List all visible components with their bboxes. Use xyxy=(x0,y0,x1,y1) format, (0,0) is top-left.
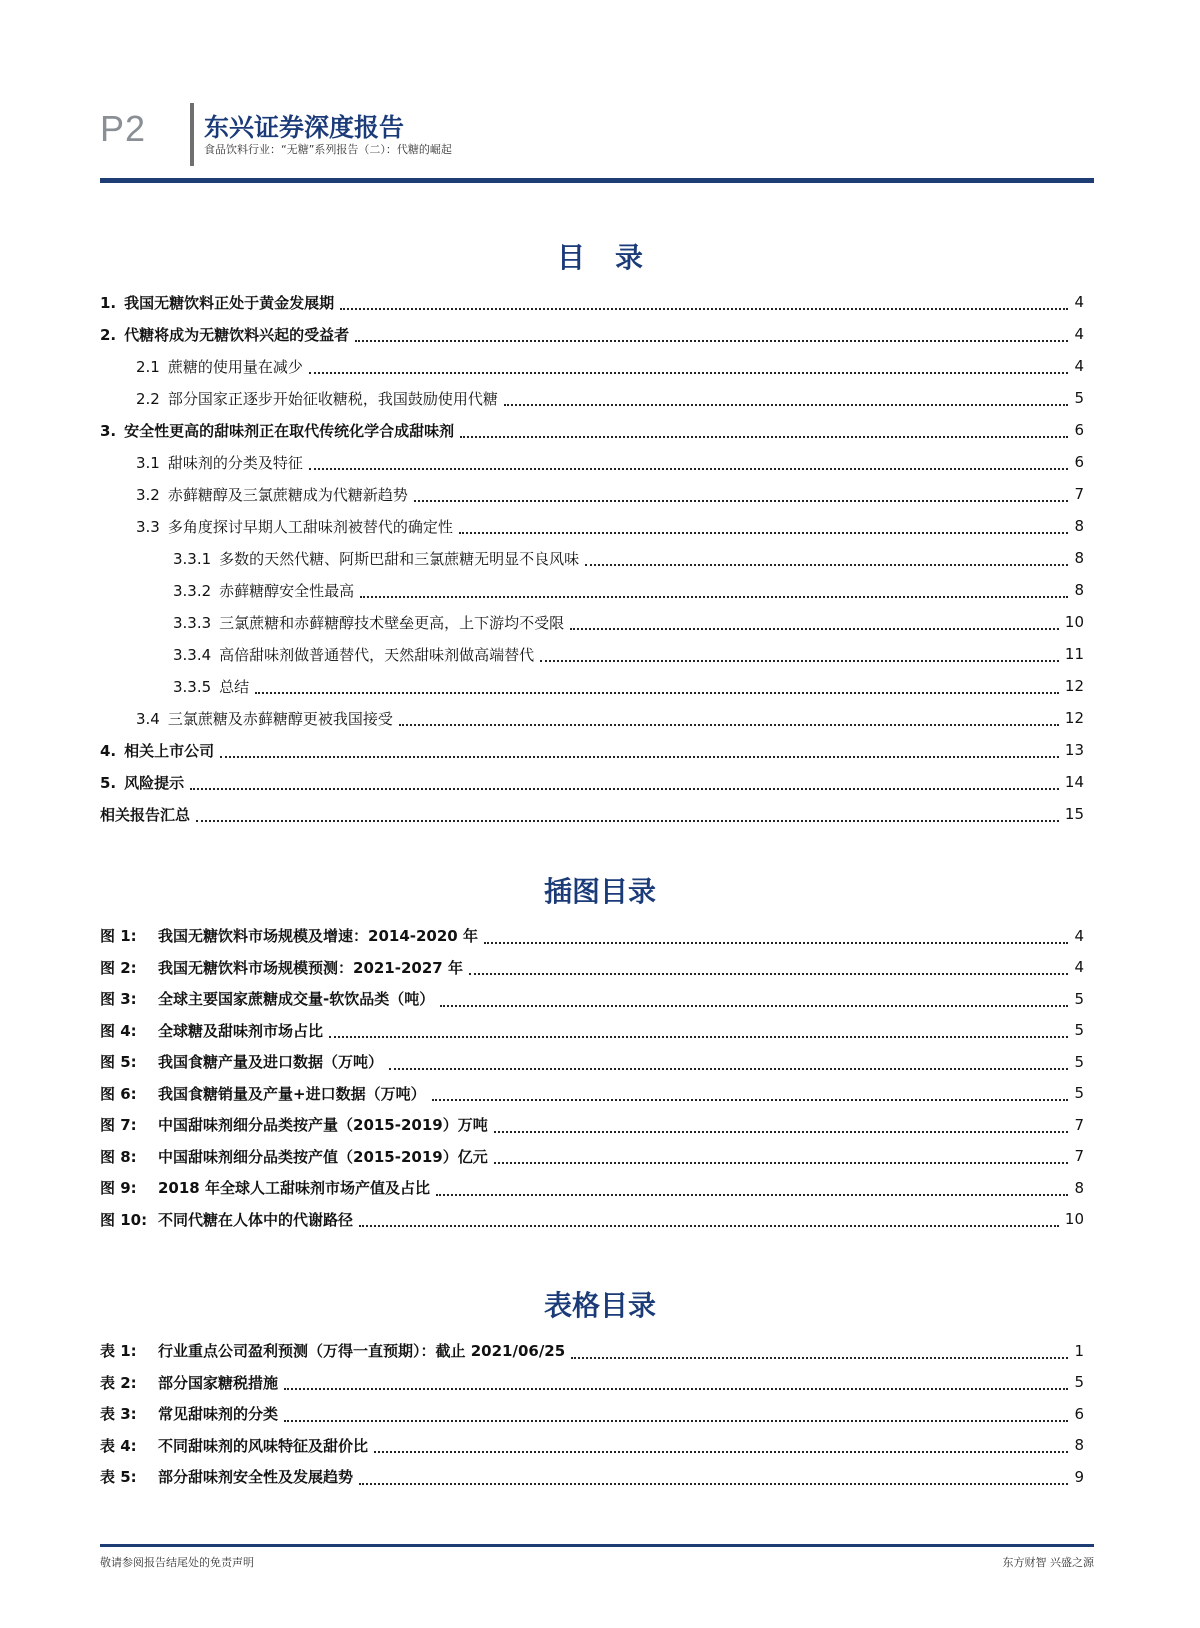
toc-entry-page: 5 xyxy=(1074,389,1084,407)
toc-entry-page: 8 xyxy=(1074,549,1084,567)
dot-leader xyxy=(255,692,1059,694)
toc-entry-label: 相关上市公司 xyxy=(124,741,215,760)
toc-entry-number: 1. xyxy=(100,293,117,312)
toc-entry-label: 代糖将成为无糖饮料兴起的受益者 xyxy=(124,325,350,344)
header-divider xyxy=(190,103,194,166)
tables-list xyxy=(100,1335,1084,1493)
toc-entry-label: 风险提示 xyxy=(124,773,185,792)
table-entry[interactable] xyxy=(100,1335,1084,1367)
toc-entry-page: 4 xyxy=(1074,357,1084,375)
toc-entry-page: 6 xyxy=(1074,453,1084,471)
toc-entry-text xyxy=(136,356,303,377)
toc-entry-page: 11 xyxy=(1064,645,1084,663)
figure-entry[interactable] xyxy=(100,952,1084,984)
toc-entry-text xyxy=(173,676,249,697)
figure-entry-title: 我国无糖饮料市场规模预测：2021-2027 年 xyxy=(158,958,463,977)
dot-leader xyxy=(504,404,1069,406)
toc-entry-label: 总结 xyxy=(219,677,250,696)
report-subtitle: 食品饮料行业：“无糖”系列报告（二）：代糖的崛起 xyxy=(204,143,452,156)
table-entry-label: 表 4: xyxy=(100,1436,137,1455)
toc-entry[interactable] xyxy=(100,510,1084,542)
toc-entry-page: 7 xyxy=(1074,485,1084,503)
toc-entry[interactable] xyxy=(100,798,1084,830)
toc-entry-page: 12 xyxy=(1064,709,1084,727)
toc-entry-text xyxy=(173,548,579,569)
table-entry-title: 部分甜味剂安全性及发展趋势 xyxy=(158,1468,354,1487)
dot-leader xyxy=(329,1036,1068,1038)
table-entry-title: 常见甜味剂的分类 xyxy=(158,1405,279,1424)
dot-leader xyxy=(459,532,1069,534)
toc-entry-number: 3.3 xyxy=(136,517,160,536)
dot-leader xyxy=(570,628,1059,630)
figure-entry-text xyxy=(100,988,434,1009)
table-entry[interactable] xyxy=(100,1461,1084,1493)
toc-entry[interactable] xyxy=(100,574,1084,606)
toc-entry-number: 3.3.5 xyxy=(173,677,212,696)
table-entry-page: 8 xyxy=(1074,1436,1084,1455)
figure-entry-page: 5 xyxy=(1074,1084,1084,1103)
toc-entry[interactable] xyxy=(100,446,1084,478)
figure-entry-label: 图 3: xyxy=(100,990,137,1009)
toc-entry[interactable] xyxy=(100,350,1084,382)
dot-leader xyxy=(284,1420,1068,1422)
table-entry-page: 9 xyxy=(1074,1467,1084,1486)
toc-entry-text xyxy=(100,324,349,345)
figure-entry-text xyxy=(100,1114,488,1135)
dot-leader xyxy=(389,1068,1068,1070)
toc-entry[interactable] xyxy=(100,606,1084,638)
dot-leader xyxy=(494,1131,1069,1133)
figure-entry-text xyxy=(100,925,478,946)
figure-entry-page: 4 xyxy=(1074,926,1084,945)
figure-entry-title: 中国甜味剂细分品类按产值（2015-2019）亿元 xyxy=(158,1147,488,1166)
figure-entry-title: 中国甜味剂细分品类按产量（2015-2019）万吨 xyxy=(158,1116,488,1135)
figures-title: 插图目录 xyxy=(543,875,656,908)
dot-leader xyxy=(484,942,1069,944)
dot-leader xyxy=(359,1483,1068,1485)
toc-entry-number: 3.1 xyxy=(136,453,160,472)
table-entry-text xyxy=(100,1372,278,1393)
toc-entry-text xyxy=(100,804,190,825)
figure-entry-label: 图 5: xyxy=(100,1053,137,1072)
toc-entry-label: 多数的天然代糖、阿斯巴甜和三氯蔗糖无明显不良风味 xyxy=(219,549,580,568)
dot-leader xyxy=(494,1162,1069,1164)
dot-leader xyxy=(460,436,1068,438)
toc-entry-number: 4. xyxy=(100,741,117,760)
toc-entry-number: 3.3.2 xyxy=(173,581,212,600)
figure-entry-text xyxy=(100,1020,323,1041)
toc-entry-text xyxy=(173,644,534,665)
toc-entry-text xyxy=(100,420,454,441)
dot-leader xyxy=(432,1099,1069,1101)
figure-entry-label: 图 7: xyxy=(100,1116,137,1135)
toc-entry[interactable] xyxy=(100,286,1084,318)
dot-leader xyxy=(374,1451,1068,1453)
toc-entry-text xyxy=(100,740,214,761)
toc-entry[interactable] xyxy=(100,318,1084,350)
dot-leader xyxy=(220,756,1059,758)
table-entry-page: 6 xyxy=(1074,1404,1084,1423)
toc-entry-number: 3.3.1 xyxy=(173,549,212,568)
figure-entry[interactable] xyxy=(100,1141,1084,1173)
table-entry[interactable] xyxy=(100,1430,1084,1462)
toc-entry-page: 13 xyxy=(1064,741,1084,759)
dot-leader xyxy=(340,308,1068,310)
dot-leader xyxy=(469,973,1069,975)
toc-entry-label: 赤藓糖醇及三氯蔗糖成为代糖新趋势 xyxy=(167,485,408,504)
dot-leader xyxy=(190,788,1059,790)
toc-entry-page: 6 xyxy=(1074,421,1084,439)
toc-entry-page: 8 xyxy=(1074,517,1084,535)
dot-leader xyxy=(436,1194,1068,1196)
figure-entry-label: 图 4: xyxy=(100,1021,137,1040)
footer-disclaimer: 敬请参阅报告结尾处的免责声明 xyxy=(100,1556,254,1569)
figures-list xyxy=(100,920,1084,1235)
toc-entry-page: 12 xyxy=(1064,677,1084,695)
table-entry-text xyxy=(100,1340,565,1361)
toc-entry-label: 安全性更高的甜味剂正在取代传统化学合成甜味剂 xyxy=(124,421,455,440)
table-entry-label: 表 1: xyxy=(100,1342,137,1361)
footer-rule xyxy=(100,1544,1094,1547)
table-entry-text xyxy=(100,1466,353,1487)
header-rule xyxy=(100,178,1094,183)
toc-entry[interactable] xyxy=(100,382,1084,414)
table-entry-title: 部分国家糖税措施 xyxy=(158,1373,279,1392)
toc-entry-page: 14 xyxy=(1064,773,1084,791)
figure-entry-page: 5 xyxy=(1074,1021,1084,1040)
table-entry-label: 表 2: xyxy=(100,1373,137,1392)
figure-entry-text xyxy=(100,1209,353,1230)
figure-entry[interactable] xyxy=(100,1204,1084,1236)
toc-entry-page: 4 xyxy=(1074,293,1084,311)
table-entry-text xyxy=(100,1403,278,1424)
dot-leader xyxy=(355,340,1068,342)
page-label: P2 xyxy=(100,108,147,149)
toc-entry-label: 三氯蔗糖和赤藓糖醇技术壁垒更高，上下游均不受限 xyxy=(219,613,565,632)
toc-entry-text xyxy=(136,452,303,473)
toc-entry-number: 3. xyxy=(100,421,117,440)
footer-brand: 东方财智 兴盛之源 xyxy=(1002,1556,1094,1569)
toc-entry-text xyxy=(100,292,334,313)
toc-entry[interactable] xyxy=(100,478,1084,510)
dot-leader xyxy=(309,372,1069,374)
toc-entry-number: 2.1 xyxy=(136,357,160,376)
toc-entry-page: 8 xyxy=(1074,581,1084,599)
toc-entry-label: 三氯蔗糖及赤藓糖醇更被我国接受 xyxy=(167,709,393,728)
figure-entry[interactable] xyxy=(100,1015,1084,1047)
figure-entry-page: 7 xyxy=(1074,1115,1084,1134)
toc-entry-number: 3.4 xyxy=(136,709,160,728)
toc-entry-number: 3.2 xyxy=(136,485,160,504)
figure-entry-page: 5 xyxy=(1074,1052,1084,1071)
toc-entry[interactable] xyxy=(100,734,1084,766)
figure-entry-page: 5 xyxy=(1074,989,1084,1008)
toc-list xyxy=(100,286,1084,830)
table-entry[interactable] xyxy=(100,1367,1084,1399)
toc-entry[interactable] xyxy=(100,638,1084,670)
toc-entry-number: 3.3.4 xyxy=(173,645,212,664)
toc-entry-text xyxy=(136,708,393,729)
figure-entry[interactable] xyxy=(100,1078,1084,1110)
dot-leader xyxy=(585,564,1068,566)
dot-leader xyxy=(414,500,1069,502)
toc-entry-text xyxy=(136,516,453,537)
toc-entry-page: 4 xyxy=(1074,325,1084,343)
dot-leader xyxy=(196,820,1059,822)
figure-entry-page: 8 xyxy=(1074,1178,1084,1197)
table-entry-label: 表 3: xyxy=(100,1405,137,1424)
figure-entry-title: 2018 年全球人工甜味剂市场产值及占比 xyxy=(158,1179,430,1198)
figure-entry-label: 图 1: xyxy=(100,927,137,946)
table-entry-page: 1 xyxy=(1074,1341,1084,1360)
toc-entry[interactable] xyxy=(100,542,1084,574)
figure-entry-title: 全球主要国家蔗糖成交量-软饮品类（吨） xyxy=(158,990,435,1009)
toc-entry-label: 相关报告汇总 xyxy=(100,805,191,824)
toc-entry-number: 2.2 xyxy=(136,389,160,408)
figure-entry-title: 我国食糖产量及进口数据（万吨） xyxy=(158,1053,384,1072)
toc-entry-label: 赤藓糖醇安全性最高 xyxy=(219,581,355,600)
figure-entry[interactable] xyxy=(100,1172,1084,1204)
toc-entry-number: 2. xyxy=(100,325,117,344)
toc-entry-text xyxy=(173,580,354,601)
toc-entry[interactable] xyxy=(100,702,1084,734)
dot-leader xyxy=(359,1225,1059,1227)
figure-entry-title: 不同代糖在人体中的代谢路径 xyxy=(158,1210,354,1229)
dot-leader xyxy=(399,724,1059,726)
figure-entry-text xyxy=(100,1177,430,1198)
toc-entry[interactable] xyxy=(100,414,1084,446)
figure-entry[interactable] xyxy=(100,1109,1084,1141)
toc-entry-label: 蔗糖的使用量在减少 xyxy=(167,357,303,376)
toc-entry-text xyxy=(173,612,564,633)
toc-entry-text xyxy=(100,772,184,793)
table-entry-page: 5 xyxy=(1074,1373,1084,1392)
dot-leader xyxy=(571,1357,1068,1359)
table-entry-label: 表 5: xyxy=(100,1468,137,1487)
figure-entry-page: 10 xyxy=(1064,1210,1084,1229)
toc-entry-text xyxy=(136,388,498,409)
figure-entry-label: 图 9: xyxy=(100,1179,137,1198)
figure-entry-text xyxy=(100,957,463,978)
report-title: 东兴证券深度报告 xyxy=(204,113,405,142)
figure-entry[interactable] xyxy=(100,1046,1084,1078)
table-entry-text xyxy=(100,1435,368,1456)
figure-entry-label: 图 10: xyxy=(100,1210,148,1229)
figure-entry[interactable] xyxy=(100,920,1084,952)
tables-title: 表格目录 xyxy=(543,1289,656,1322)
figure-entry-page: 7 xyxy=(1074,1147,1084,1166)
figure-entry-label: 图 8: xyxy=(100,1147,137,1166)
dot-leader xyxy=(284,1388,1068,1390)
toc-entry-label: 我国无糖饮料正处于黄金发展期 xyxy=(124,293,335,312)
toc-entry-label: 多角度探讨早期人工甜味剂被替代的确定性 xyxy=(167,517,453,536)
table-entry-title: 行业重点公司盈利预测（万得一直预期）：截止 2021/06/25 xyxy=(158,1342,566,1361)
dot-leader xyxy=(309,468,1069,470)
figure-entry-page: 4 xyxy=(1074,958,1084,977)
figure-entry-title: 我国食糖销量及产量+进口数据（万吨） xyxy=(158,1084,426,1103)
toc-entry-number: 3.3.3 xyxy=(173,613,212,632)
figure-entry-text xyxy=(100,1146,488,1167)
dot-leader xyxy=(360,596,1068,598)
dot-leader xyxy=(440,1005,1068,1007)
table-entry[interactable] xyxy=(100,1398,1084,1430)
table-entry-title: 不同甜味剂的风味特征及甜价比 xyxy=(158,1436,369,1455)
figure-entry-text xyxy=(100,1083,426,1104)
figure-entry-text xyxy=(100,1051,383,1072)
toc-entry-label: 部分国家正逐步开始征收糖税，我国鼓励使用代糖 xyxy=(167,389,498,408)
toc-title: 目录 xyxy=(556,241,673,274)
figure-entry[interactable] xyxy=(100,983,1084,1015)
toc-entry-label: 甜味剂的分类及特征 xyxy=(167,453,303,472)
figure-entry-label: 图 6: xyxy=(100,1084,137,1103)
toc-entry-text xyxy=(136,484,408,505)
figure-entry-title: 我国无糖饮料市场规模及增速：2014-2020 年 xyxy=(158,927,478,946)
toc-entry-label: 高倍甜味剂做普通替代，天然甜味剂做高端替代 xyxy=(219,645,535,664)
toc-entry-page: 15 xyxy=(1064,805,1084,823)
dot-leader xyxy=(540,660,1059,662)
figure-entry-title: 全球糖及甜味剂市场占比 xyxy=(158,1021,324,1040)
toc-entry-page: 10 xyxy=(1064,613,1084,631)
toc-entry-number: 5. xyxy=(100,773,117,792)
toc-entry[interactable] xyxy=(100,670,1084,702)
toc-entry[interactable] xyxy=(100,766,1084,798)
figure-entry-label: 图 2: xyxy=(100,958,137,977)
